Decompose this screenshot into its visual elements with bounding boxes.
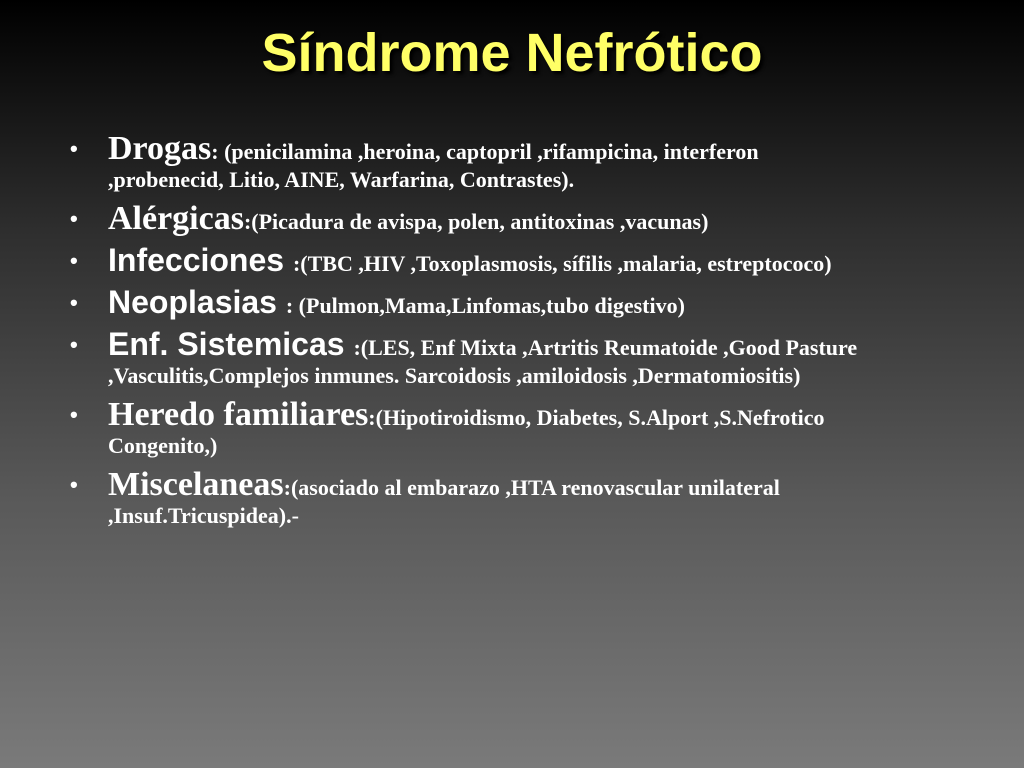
item-description: :(TBC ,HIV ,Toxoplasmosis, sífilis ,malaria, estreptococo) (292, 251, 832, 276)
item-description: : (Pulmon,Mama,Linfomas,tubo digestivo) (285, 293, 685, 318)
bullet-icon: • (70, 332, 78, 357)
item-description: :(LES, Enf Mixta ,Artritis Reumatoide ,Good Pasture ,Vasculitis,Complejos inmunes. Sarcoidosis ,amiloidosis ,Dermatomiositis) (108, 335, 858, 388)
item-description: : (penicilamina ,heroina, captopril ,rifampicina, interferon ,probenecid, Litio, AINE, Warfarina, Contrastes). (108, 139, 759, 192)
list-item (70, 466, 870, 531)
bullet-icon: • (70, 402, 78, 427)
item-term: Infecciones (108, 242, 293, 278)
list-item (70, 242, 870, 279)
bullet-icon: • (70, 136, 78, 161)
list-item (70, 130, 870, 195)
bullet-icon: • (70, 472, 78, 497)
item-description: :(asociado al embarazo ,HTA renovascular unilateral ,Insuf.Tricuspidea).- (108, 475, 780, 528)
item-term: Alérgicas (108, 200, 244, 237)
item-description: :(Picadura de avispa, polen, antitoxinas ,vacunas) (243, 209, 709, 234)
slide-title: Síndrome Nefrótico (261, 23, 763, 83)
item-term: Enf. Sistemicas (108, 326, 354, 362)
bullet-icon: • (70, 290, 78, 315)
list-item (70, 284, 870, 321)
bullet-list (70, 130, 870, 542)
item-term: Neoplasias (108, 284, 286, 320)
item-description: :(Hipotiroidismo, Diabetes, S.Alport ,S.Nefrotico Congenito,) (108, 405, 825, 458)
list-item (70, 326, 870, 391)
item-term: Drogas (108, 130, 212, 167)
bullet-icon: • (70, 206, 78, 231)
list-item (70, 200, 870, 237)
item-term: Miscelaneas (108, 466, 284, 503)
item-term: Heredo familiares (108, 396, 369, 433)
list-item (70, 396, 870, 461)
bullet-icon: • (70, 248, 78, 273)
